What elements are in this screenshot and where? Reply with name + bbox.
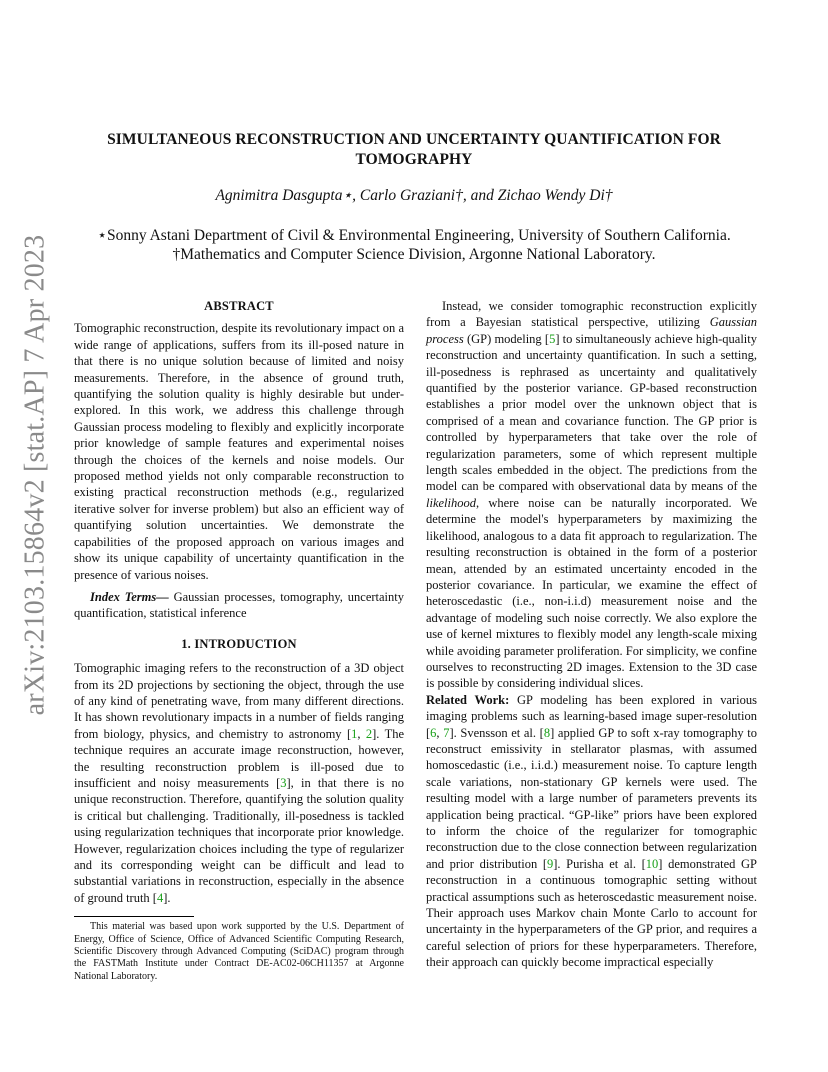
intro-heading: 1. INTRODUCTION [181,636,297,651]
funding-footnote: This material was based upon work supported by the U.S. Department of Energy, Office of Science, Office of Advanced Scientific Computing Research, Scientific Discovery through Advanced Computing (SciDAC) program through the FASTMath Institute under Contract DE-AC02-06CH11357 at Argonne National Laboratory. [74,921,404,982]
affiliations [60,226,768,264]
intro-continuation-paragraph: Instead, we consider tomographic reconstruction explicitly from a Bayesian statistical perspective, utilizing Gaussian process (GP) modeling [5] to simultaneously achieve high-quality reconstruction and uncertainty quantification. In such a setting, ill-posedness is rephrased as uncertainty and qualitatively quantified by the posterior variance. GP-based reconstruction establishes a prior model over the unknown object that is comprised of a mean and covariance function. The GP prior is controlled by hyperparameters that take over the role of regularization parameters, some of which represent multiple length scales embedded in the object. The predictions from the model can be compared with observational data by means of the likelihood, where noise can be naturally incorporated. We determine the model's hyperparameters by maximizing the likelihood, analogous to a data fit approach to regularization. The resulting reconstruction is obtained in the form of a posterior mean, attended by an estimated uncertainty encoded in the posterior covariance. In particular, we examine the effect of heteroscedastic (i.e., non-i.i.d) measurement noise and the advantage of modeling such noise correctly. We also explore the use of kernel mixtures to flexibly model any length-scale mixing while avoiding parameter proliferation. For simplicity, we confine ourselves to reconstructing 2D images. Extension to the 3D case is possible by considering individual slices. [426,299,758,691]
arxiv-identifier [14,234,56,716]
citation-link[interactable]: 7 [443,725,450,740]
citation-link[interactable]: 10 [645,856,659,871]
citation-link[interactable]: 1 [351,726,358,741]
right-column [426,298,757,971]
citation-link[interactable]: 9 [546,856,554,871]
paper-authors: Agnimitra Dasgupta⋆, Carlo Graziani†, and Zichao Wendy Di† [215,187,613,204]
footnote-divider [74,916,194,917]
arxiv-identifier-text: arXiv:2103.15864v2 [stat.AP] 7 Apr 2023 [19,234,50,716]
citation-link[interactable]: 2 [365,726,373,741]
affiliation-usc: ⋆Sonny Astani Department of Civil & Environmental Engineering, University of Southern California. [97,227,731,244]
citation-link[interactable]: 5 [549,331,556,346]
abstract-heading: ABSTRACT [204,299,274,313]
index-terms [74,589,404,622]
paper-title: SIMULTANEOUS RECONSTRUCTION AND UNCERTAINTY QUANTIFICATION FOR TOMOGRAPHY [107,131,721,168]
affiliation-argonne: †Mathematics and Computer Science Division, Argonne National Laboratory. [172,246,656,263]
abstract-text: Tomographic reconstruction, despite its revolutionary impact on a wide range of applications, suffers from its ill-posed nature in that there is no unique solution because of limited and noisy measurements. Therefore, in the absence of ground truth, quantifying the solution quality is highly desirable but under-explored. In this work, we address this challenge through Gaussian process modeling to flexibly and explicitly incorporate prior knowledge of sample features and experimental noises through the choices of the kernels and noise models. Our proposed method yields not only comparable reconstruction to existing practical reconstruction methods (e.g., regularized iterative solver for inverse problem) but also an efficient way of quantifying solution uncertainties. We demonstrate the capabilities of the proposed approach on various images and show its unique capability of uncertainty quantification in the presence of various noises. [74,321,404,582]
related-work-label: Related Work: [426,692,510,707]
index-terms-label: Index Terms— [90,589,169,604]
intro-paragraph: Tomographic imaging refers to the reconstruction of a 3D object from its 2D projections by sectioning the object, through the use of any kind of penetrating wave, from many different directions. It has shown revolutionary impacts in a number of fields ranging from biology, physics, and chemistry to astronomy [1, 2]. The technique requires an accurate image reconstruction, however, the resulting reconstruction problem is ill-posed due to insufficient and noisy measurements [3], in that there is no unique reconstruction. Therefore, quantifying the solution quality is critical but challenging. Traditionally, ill-posedness is tackled using regularization techniques that incorporate prior knowledge. However, regularization choices including the type of regularizer and its corresponding weight can be difficult and lead to substantial variations in reconstruction, especially in the absence of ground truth [4]. [74,661,405,905]
citation-link[interactable]: 8 [543,725,551,740]
citation-link[interactable]: 3 [280,775,287,790]
related-work-paragraph: Related Work: GP modeling has been explored in various imaging problems such as learning-based image super-resolution [6, 7]. Svensson et al. [8] applied GP to soft x-ray tomography to reconstruct emissivity in stellarator plasmas, with assumed homoscedastic (i.e., i.i.d.) measurement noise. To capture length scale variations, non-stationary GP kernels were used. The resulting model with a large number of parameters prevents its application being practical. “GP-like” priors have been explored to inform the choice of the regularizer for tomographic reconstruction due to the close connection between regularization and prior distribution [9]. Purisha et al. [10] demonstrated GP reconstruction in a continuous tomographic setting without practical assumptions such as heteroscedastic measurement noise. Their approach uses Markov chain Monte Carlo to account for uncertainty in the hyperparameters of the GP prior, and requires a careful selection of priors for these hyperparameters. Therefore, their approach can quickly become impractical especially [426,692,757,970]
citation-link[interactable]: 6 [430,725,437,740]
index-terms-text: Gaussian processes, tomography, uncertainty quantification, statistical inference [74,589,405,621]
left-column [74,298,404,983]
citation-link[interactable]: 4 [156,890,164,905]
